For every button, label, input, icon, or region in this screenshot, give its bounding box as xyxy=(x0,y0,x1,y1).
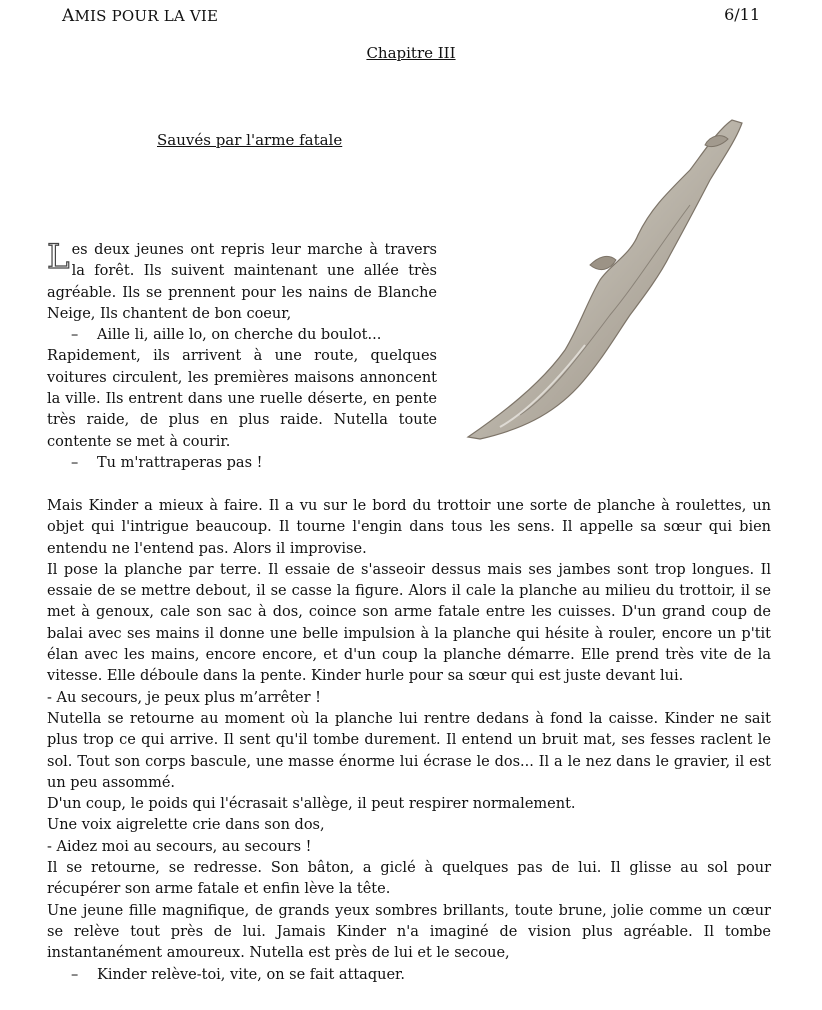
running-title xyxy=(62,6,218,26)
wooden-stick-icon xyxy=(460,115,760,440)
dialogue-line: – Kinder relève-toi, vite, on se fait attaquer. xyxy=(71,966,405,983)
paragraph: Il se retourne, se redresse. Son bâton, a giclé à quelques pas de lui. Il glisse au sol pour récupérer son arme fatale et enfin lève la tête. xyxy=(47,860,771,898)
dialogue-line: – Aille li, aille lo, on cherche du boulot... xyxy=(71,327,382,344)
paragraph: Une jeune fille magnifique, de grands yeux sombres brillants, toute brune, jolie comme un cœur se relève tout près de lui. Jamais Kinder n'a imaginé de vision plus agréable. Il tombe instantanément amoureux. Nutella est près de lui et le secoue, xyxy=(47,902,771,962)
paragraph: - Au secours, je peux plus m’arrêter ! xyxy=(47,689,321,706)
main-text xyxy=(47,496,771,986)
section-title: Sauvés par l'arme fatale xyxy=(157,131,343,149)
dialogue-line: – Tu m'rattraperas pas ! xyxy=(71,454,263,471)
paragraph: Nutella se retourne au moment où la planche lui rentre dedans à fond la caisse. Kinder ne sait plus trop ce qui arrive. Il sent qu'il tombe durement. Il entend un bruit mat, ses fesses raclent le sol. Tout son corps bascule, une masse énorme lui écrase le dos... Il a le nez dans le gravier, il est un peu assommé. xyxy=(47,710,771,791)
paragraph-intro xyxy=(47,237,437,325)
dialogue-text: Aille li, aille lo, on cherche du boulot... xyxy=(97,327,382,344)
paragraph-intro-text: es deux jeunes ont repris leur marche à travers la forêt. Ils suivent maintenant une allée très agréable. Ils se prennent pour les nains de Blanche Neige, Ils chantent de bon coeur, xyxy=(47,242,437,322)
paragraph: Une voix aigrelette crie dans son dos, xyxy=(47,817,325,834)
drop-cap: L xyxy=(47,237,70,277)
running-title-rest: MIS POUR LA VIE xyxy=(74,7,219,25)
paragraph: Mais Kinder a mieux à faire. Il a vu sur le bord du trottoir une sorte de planche à roulettes, un objet qui l'intrigue beaucoup. Il tourne l'engin dans tous les sens. Il appelle sa sœur qui bien entendu ne l'entend pas. Alors il improvise. xyxy=(47,498,771,557)
running-title-initial: A xyxy=(62,6,75,26)
dialogue-text: Kinder relève-toi, vite, on se fait attaquer. xyxy=(97,966,405,983)
intro-column xyxy=(47,237,437,474)
dialogue-text: Tu m'rattraperas pas ! xyxy=(97,454,263,471)
paragraph: - Aidez moi au secours, au secours ! xyxy=(47,838,312,855)
chapter-title: Chapitre III xyxy=(366,44,456,62)
paragraph-route: Rapidement, ils arrivent à une route, quelques voitures circulent, les premières maisons annoncent la ville. Ils entrent dans une ruelle déserte, en pente très raide, de plus en plus raide. Nutella toute contente se met à courir. xyxy=(47,348,437,450)
paragraph: Il pose la planche par terre. Il essaie de s'asseoir dessus mais ses jambes sont trop longues. Il essaie de se mettre debout, il se casse la figure. Alors il cale la planche au milieu du trottoir, il se met à genoux, cale son sac à dos, coince son arme fatale entre les cuisses. D'un grand coup de balai avec ses mains il donne une belle impulsion à la planche qui hésite à rouler, encore un p'tit élan avec les mains, encore encore, et d'un coup la planche démarre. Elle prend très vite de la vitesse. Elle déboule dans la pente. Kinder hurle pour sa sœur qui est juste devant lui. xyxy=(47,561,771,685)
paragraph: D'un coup, le poids qui l'écrasait s'allège, il peut respirer normalement. xyxy=(47,796,576,813)
page-number: 6/11 xyxy=(724,5,760,24)
